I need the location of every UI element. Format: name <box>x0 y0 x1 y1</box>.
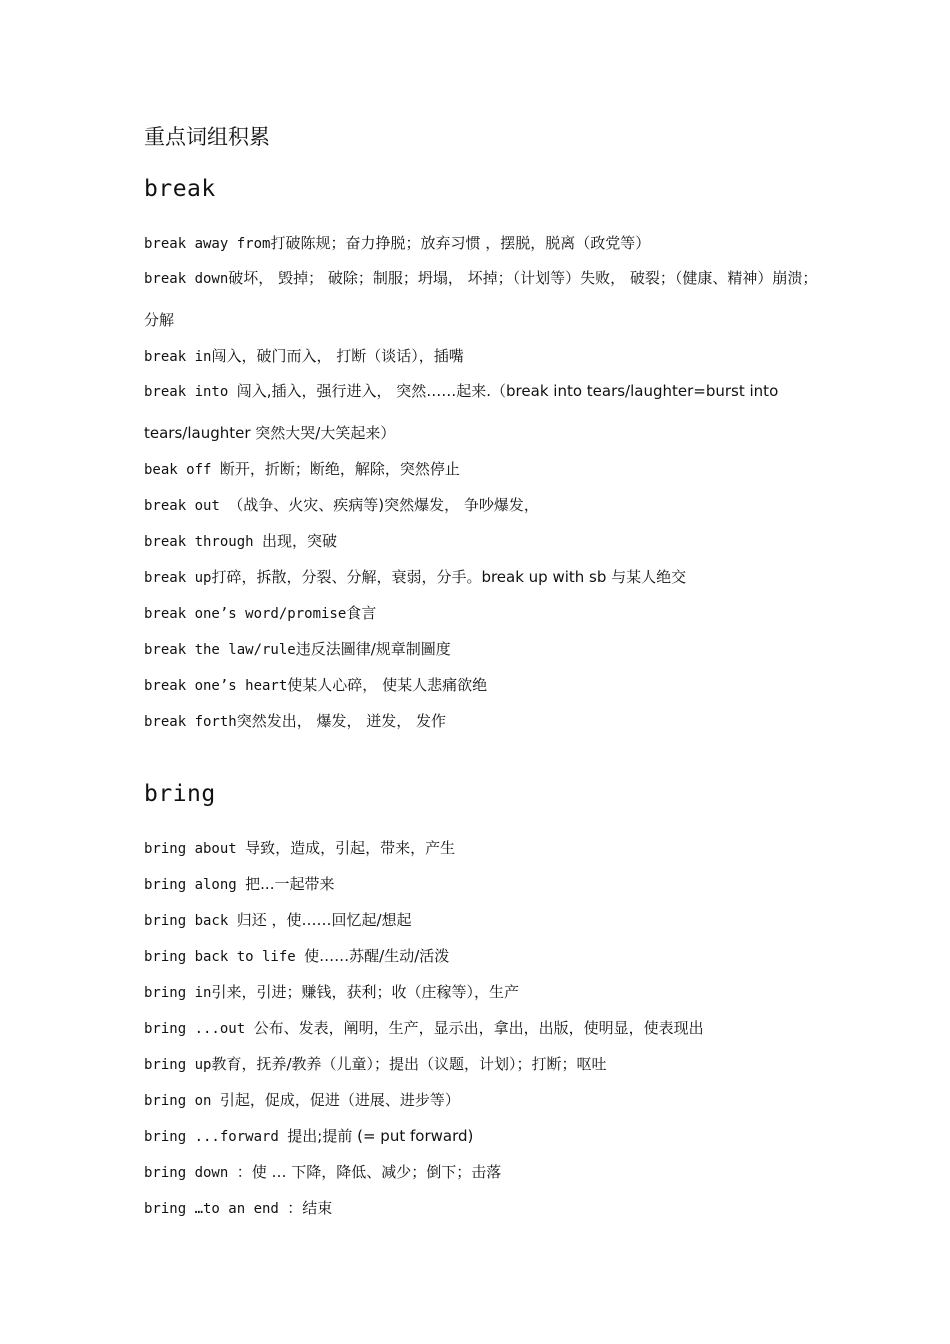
list-item <box>144 1196 824 1221</box>
list-item <box>144 231 824 256</box>
section-heading-break: break <box>144 176 216 202</box>
meaning: 打破陈规；奋力挣脱；放弃习惯 ，摆脱，脱离（政党等） <box>270 234 651 252</box>
meaning: 使……苏醒/生动/活泼 <box>304 947 450 965</box>
meaning: 断开，折断；断绝，解除，突然停止 <box>219 460 460 478</box>
page-title: 重点词组积累 <box>144 125 270 149</box>
meaning: 教育，抚养/教养（儿童）；提出（议题，计划）；打断；呕吐 <box>211 1055 607 1073</box>
meaning: 违反法圖律/规章制圖度 <box>295 640 451 658</box>
phrase: bring up <box>144 1057 212 1073</box>
phrase: beak off <box>144 462 212 478</box>
phrase: bring ...out <box>144 1021 246 1037</box>
meaning: 闯入,插入，强行进入， 突然……起来.（break into tears/laughter=burst into tears/laughter 突然大哭/大笑起来） <box>144 382 779 442</box>
list-item <box>144 344 824 369</box>
phrase: break through <box>144 534 254 550</box>
list-item <box>144 709 824 734</box>
phrase: break one’s heart <box>144 678 288 694</box>
meaning: 破坏， 毁掉； 破除；制服；坍塌， 坏掉；（计划等）失败， 破裂；（健康、精神）崩溃；分解 <box>144 269 818 329</box>
meaning: 使某人心碎， 使某人悲痛欲绝 <box>287 676 488 694</box>
meaning: 导致，造成，引起，带来，产生 <box>245 839 456 857</box>
phrase: bring ...forward <box>144 1129 279 1145</box>
phrase: break up <box>144 570 212 586</box>
meaning: 出现，突破 <box>262 532 338 550</box>
list-item <box>144 529 824 554</box>
phrase: break in <box>144 349 212 365</box>
meaning: 提出;提前 (= put forward) <box>287 1127 474 1145</box>
phrase: bring back <box>144 913 229 929</box>
meaning: 公布、发表，阐明，生产，显示出，拿出，出版，使明显，使表现出 <box>253 1019 704 1037</box>
meaning: ：结束 <box>287 1199 333 1217</box>
phrase: bring down <box>144 1165 229 1181</box>
meaning: 闯入，破门而入， 打断（谈话），插嘴 <box>211 347 464 365</box>
phrase: bring …to an end <box>144 1201 279 1217</box>
phrase: bring about <box>144 841 237 857</box>
list-item <box>144 908 824 933</box>
meaning: 食言 <box>346 604 377 622</box>
list-item <box>144 457 824 482</box>
list-item <box>144 565 824 590</box>
meaning: 打碎，拆散，分裂、分解，衰弱，分手。break up with sb 与某人绝交 <box>211 568 687 586</box>
phrase: break into <box>144 384 229 400</box>
meaning: 把...一起带来 <box>245 875 335 893</box>
phrase: bring back to life <box>144 949 296 965</box>
phrase: break away from <box>144 236 271 252</box>
list-item <box>144 258 824 342</box>
meaning: ：使 … 下降，降低、减少；倒下；击落 <box>236 1163 502 1181</box>
meaning: 引来，引进；赚钱，获利；收（庄稼等），生产 <box>211 983 519 1001</box>
list-item <box>144 980 824 1005</box>
list-item <box>144 836 824 861</box>
list-item <box>144 1052 824 1077</box>
list-item <box>144 1124 824 1149</box>
list-item <box>144 944 824 969</box>
phrase: break out <box>144 498 220 514</box>
section-heading-bring: bring <box>144 781 216 807</box>
list-item <box>144 371 824 455</box>
phrase: bring along <box>144 877 237 893</box>
meaning: 引起，促成，促进（进展、进步等） <box>219 1091 460 1109</box>
phrase: bring in <box>144 985 212 1001</box>
meaning: 突然发出， 爆发， 迸发， 发作 <box>236 712 447 730</box>
phrase: break one’s word/promise <box>144 606 347 622</box>
meaning: 归还 ，使……回忆起/想起 <box>236 911 412 929</box>
list-item <box>144 1016 824 1041</box>
phrase: break the law/rule <box>144 642 296 658</box>
list-item <box>144 1088 824 1113</box>
list-item <box>144 637 824 662</box>
list-item <box>144 1160 824 1185</box>
phrase: break down <box>144 271 229 287</box>
list-item <box>144 673 824 698</box>
meaning: （战争、火灾、疾病等)突然爆发， 争吵爆发， <box>228 496 539 514</box>
phrase: break forth <box>144 714 237 730</box>
phrase: bring on <box>144 1093 212 1109</box>
list-item <box>144 493 824 518</box>
list-item <box>144 872 824 897</box>
list-item <box>144 601 824 626</box>
